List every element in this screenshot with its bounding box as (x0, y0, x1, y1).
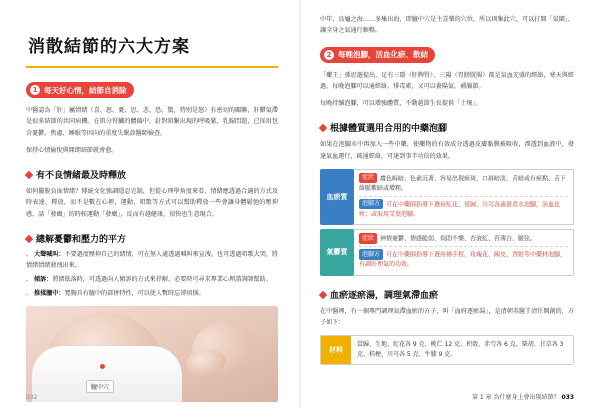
row-label: 氣鬱質 (320, 229, 354, 276)
paragraph: 「藥王」孫思邈提出，足有三陰（肝脾腎）、三陽（胃膀胱腸）都是氣血充盛的經絡，寒天與經過，每晚泡腳可以通經絡、排毒素，又可以養陽氣、補腦節。 (320, 71, 574, 90)
row-content (354, 229, 574, 276)
figure-shirt (32, 346, 182, 402)
acupoint-label: 膻中穴 (86, 380, 114, 393)
table-row (320, 229, 574, 276)
section-badge-2 (320, 47, 435, 63)
list-item (26, 289, 278, 300)
symptom-line (359, 173, 568, 194)
row-label: 血瘀質 (320, 169, 354, 225)
section-badge-label-1: 每天好心情，結節自消除 (44, 85, 127, 95)
list-item (26, 275, 278, 286)
constitution-table (320, 169, 574, 276)
subsection-heading-footbath: 根據體質選用合用的中藥泡腳 (320, 121, 574, 134)
list-item-text: 不要過度壓抑自己的緒情，可在無人處透過喊叫來宣洩，也可透過唱歌大哭，將情緒情緒發洩出來。 (26, 250, 279, 269)
paragraph: 如何擺脫負面情緒？傳統文化強調隱忍克制，但從心理學角度來看，情緒應透過合適的方式及時表達、釋放，而不是數在心裡，運動、唱歌等方式可以幫助釋放一些會讓身體鬆弛的壓抑感，話「發癥」的時候運動「發癥」，反而有越健康，很快也生意現合。 (26, 188, 278, 218)
paragraph: 中年、烏龜之海……多集出海，即膻中穴是主喜樂的穴位，所以則集此穴，可以打開「氣閘」，讓全身之氣通行順暢。 (320, 16, 574, 35)
section-heading-1 (26, 82, 278, 98)
section-number-1: 1 (30, 85, 40, 95)
page-number-right: 033 (561, 394, 574, 401)
row-divider (359, 196, 568, 197)
list-item-text: 寬胸具有膻中的部併特性，可以使人暫時忘卻煩惱。 (64, 289, 205, 297)
section-number-2: 2 (324, 50, 334, 60)
materials-box (320, 335, 574, 365)
list-item-title: 大聲喊叫： (34, 250, 65, 258)
recipe-text: 可在中藥師指導下選用紅花、當歸、川芎各適量煮水泡腳，活血化瘀；或取用艾葉泡腳。 (359, 201, 561, 218)
symptom-tag: 症狀 (359, 233, 377, 244)
section-badge-label-2: 每晚泡腳，活血化瘀、散結 (338, 50, 428, 60)
page-footer-right (472, 392, 574, 401)
materials-label: 材料 (321, 336, 351, 364)
symptom-tag: 症狀 (359, 173, 377, 184)
acupoint-marker-icon (100, 364, 105, 369)
recipe-line (359, 199, 568, 220)
page-number-left: 032 (26, 394, 38, 401)
right-page (300, 0, 600, 409)
recipe-text: 可在中藥師指導下選用佛手柑、玫瑰花、陳皮、香附等中藥材泡腳，有調肝理氣的功效。 (359, 251, 567, 269)
anatomy-illustration (26, 306, 278, 402)
list-item (26, 250, 278, 272)
section-heading-2 (320, 47, 574, 63)
paragraph: 如果在泡腳水中再加入一些中藥，使藥物的有效成分透過皮膚黏膜被吸收，滲透到血液中，發達氣血運行，疏通經絡，可達到事半功倍的效果。 (320, 141, 574, 160)
paragraph: 保持心情愉悅與開朗結節就會愈。 (26, 146, 118, 154)
title-divider (26, 66, 278, 68)
symptom-line (359, 233, 568, 244)
footer-chapter-title: 第 1 章 為什麼身上會出現結節？ (472, 394, 560, 401)
subsection-heading-emotion: 有不良情緒最及時釋放 (26, 168, 278, 181)
list-item-title: 傾訴： (34, 275, 53, 283)
symptom-text: 神情憂鬱、情感脆弱、煩悶不樂、否浪紅、苔薄白、脈弦。 (380, 235, 537, 243)
paragraph: 每晚持續泡腳，可以增強體質，不動越節生長提供「土壤」。 (320, 100, 482, 108)
paragraph: 在中醫裡，有一個專門調理氣滯血瘀的方子，叫「血府逐瘀湯」，是清朝名醫王清任開創的，方子如下： (320, 308, 574, 327)
paragraph: 中醫認為「肝」屬情緒（喜、怒、憂、思、悲、恐、驚，特別是怒）有密切的關聯，肝鬱氣滯是很多結節的共同病機。在肌分腎臟的體偏中，針對頸繫出現的呼吸緊，乳腺問題，已採用包含憂鬱、焦慮、睡眠等因向的重度失眠診醫師檢查。 (26, 107, 278, 137)
method-list (26, 250, 278, 300)
row-content (354, 169, 574, 225)
page-title: 消散結節的六大方案 (28, 37, 190, 57)
row-divider (359, 246, 568, 247)
recipe-tag: 泡腳方 (359, 249, 383, 260)
list-item-text: 將緒低落時，可透過向人傾訴的方式來抒解，必要時可尋求專業心理諮詢師幫助。 (52, 275, 272, 283)
list-item-title: 推揉膻中： (34, 289, 65, 297)
symptom-text: 膚色晦暗、色素沉著、容易出現瘀斑、口唇暗淡、舌暗或有瘀點、舌下絡脈紫暗或增粗。 (359, 175, 567, 192)
subsection-heading-decoction: 血瘀逐瘀湯，調理氣滯血瘀 (320, 288, 574, 301)
recipe-line (359, 249, 568, 270)
materials-text: 當歸、生地、紅花各 9 克、桃仁 12 克、枳殼、赤芍各 6 克、柴胡、甘草各 3 克、桔梗、川芎各 5 克、牛膝 9 克。 (357, 340, 564, 358)
section-badge-1 (26, 82, 134, 98)
subsection-heading-methods: 總解憂鬱和壓力的平方 (26, 232, 278, 245)
recipe-tag: 泡腳方 (359, 199, 383, 210)
table-row (320, 169, 574, 225)
